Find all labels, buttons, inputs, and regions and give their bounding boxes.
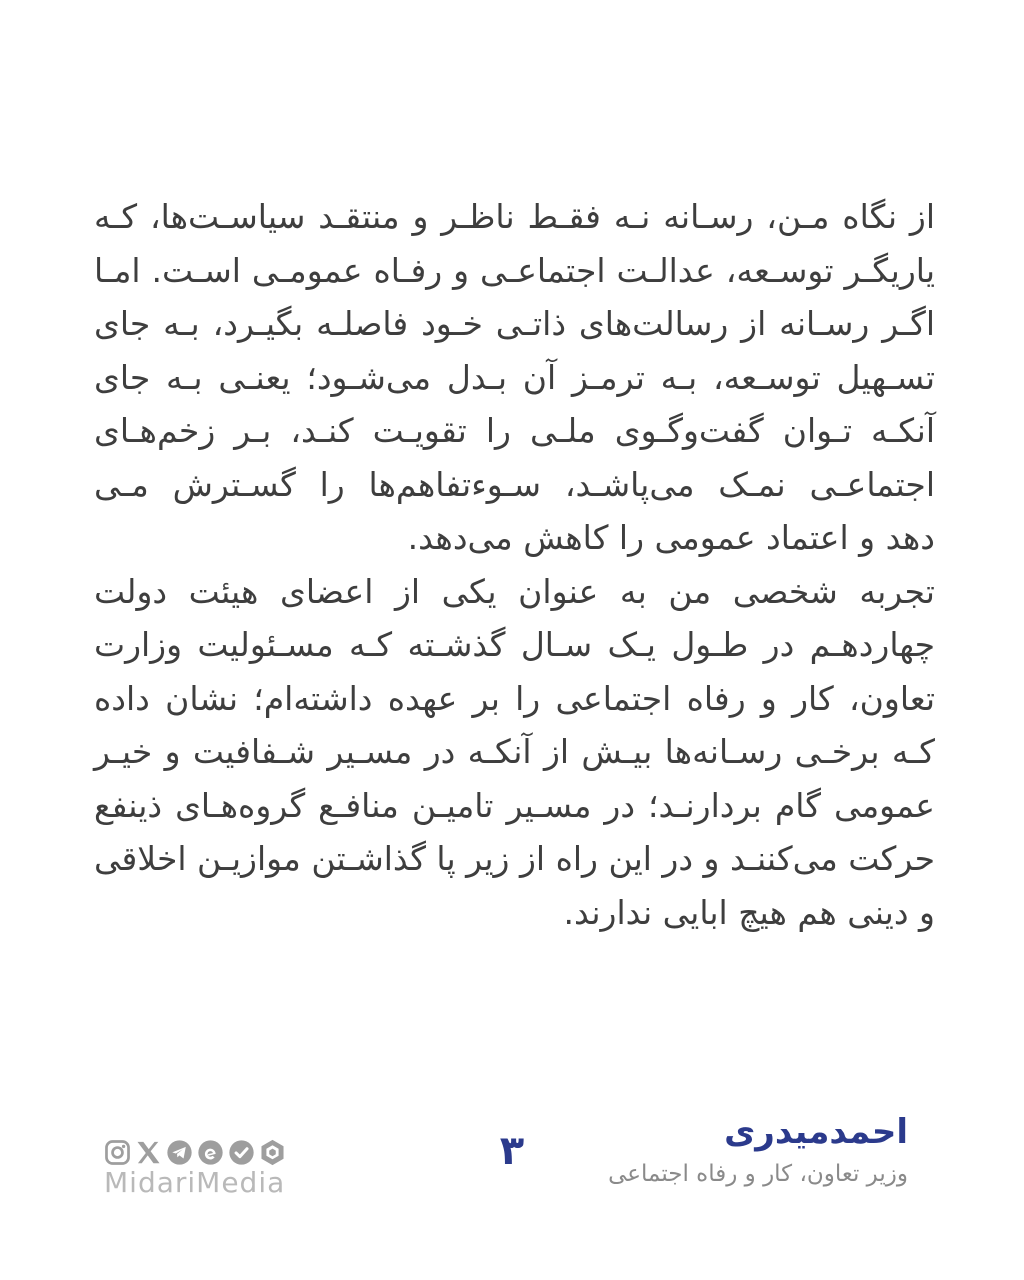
body-text-line: کـه برخـی رسـانه‌ها بیـش از آنکـه در مسـیر شـفافیت و خیـر [94,732,935,771]
body-text-line: چهاردهـم در طـول یـک سـال گذشـته کـه مسـئولیت وزارت [94,625,935,664]
body-text [94,190,935,939]
author-name: احمدمیدری [724,1112,908,1152]
body-text-line: آنکـه تـوان گفت‌وگـوی ملـی را تقویـت کنـد، بـر زخم‌هـای [94,411,935,450]
telegram-icon [166,1139,193,1166]
bale-icon [228,1139,255,1166]
page-number: ۳ [499,1128,525,1174]
body-text-line: تجربه شخصی من به عنوان یکی از اعضای هیئت دولت [94,571,935,611]
body-text-line: از نگاه مـن، رسـانه نـه فقـط ناظـر و منتقـد سیاسـت‌ها، کـه [94,197,935,236]
body-text-line: دهد و اعتماد عمومی را کاهش می‌دهد. [407,518,935,557]
author-title: وزیر تعاون، کار و رفاه اجتماعی [608,1161,908,1188]
body-text-line: یاریگـر توسـعه، عدالـت اجتماعـی و رفـاه عمومـی اسـت. امـا [94,250,935,290]
x-twitter-icon [135,1139,162,1166]
body-text-line: حرکت می‌کننـد و در این راه از زیر پا گذاشـتن موازیـن اخلاقی [94,839,935,878]
body-text-line: تسـهیل توسـعه، بـه ترمـز آن بـدل می‌شـود؛ یعنـی بـه جای [94,357,935,397]
instagram-icon [104,1139,131,1166]
watermark-text: MidariMedia [104,1166,286,1199]
body-text-line: و دینی هم هیچ ابایی ندارند. [563,892,935,932]
body-text-line: اگـر رسـانه از رسالت‌های ذاتـی خـود فاصلـه بگیـرد، بـه جای [94,304,935,343]
body-text-line: اجتماعـی نمـک می‌پاشـد، سـوءتفاهم‌ها را گسـترش مـی [94,464,935,504]
rubika-icon [259,1139,286,1166]
social-icons-row [104,1138,286,1166]
eitaa-icon [197,1139,224,1166]
brand-block [104,1138,286,1199]
body-text-line: عمومی گام بردارنـد؛ در مسـیر تامیـن منافـع گروه‌هـای ذینفع [94,785,935,825]
body-text-line: تعاون، کار و رفاه اجتماعی را بر عهده داشته‌ام؛ نشان داده [94,678,935,718]
